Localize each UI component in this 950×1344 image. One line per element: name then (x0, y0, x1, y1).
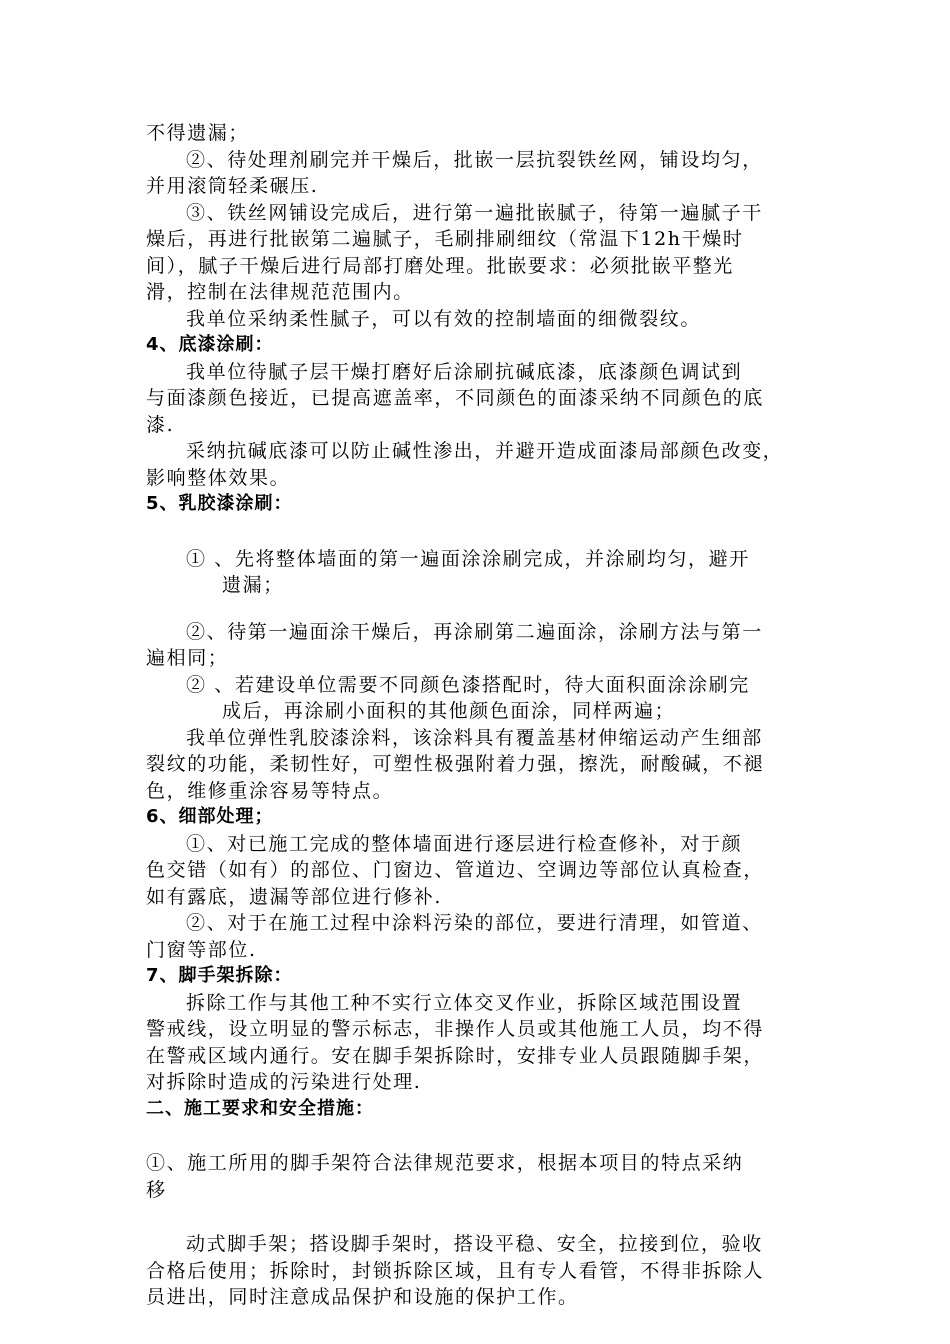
text-line: 不得遗漏； (146, 122, 250, 144)
text-line: 在警戒区域内通行。安在脚手架拆除时，安排专业人员跟随脚手架， (146, 1044, 765, 1067)
text-line: 动式脚手架；搭设脚手架时，搭设平稳、安全，拉接到位，验收 (186, 1233, 763, 1255)
text-line: 如有露底，遗漏等部位进行修补. (146, 885, 443, 908)
text-line: ①、对已施工完成的整体墙面进行逐层进行检查修补，对于颜 (186, 832, 743, 855)
text-line: 合格后使用；拆除时，封锁拆除区域，且有专人看管，不得非拆除人 (146, 1259, 765, 1282)
text-line: 遍相同； (146, 647, 229, 669)
section-heading: 二、施工要求和安全措施： (146, 1097, 374, 1119)
text-line: 与面漆颜色接近，已提高遮盖率，不同颜色的面漆采纳不同颜色的底 (146, 387, 765, 409)
text-line: 警戒线，设立明显的警示标志，非操作人员或其他施工人员，均不得 (146, 1018, 765, 1040)
text-line: 间），腻子干燥后进行局部打磨处理。批嵌要求：必须批嵌平整光 (146, 254, 734, 277)
text-line: 我单位待腻子层干燥打磨好后涂刷抗碱底漆，底漆颜色调试到 (186, 360, 743, 383)
text-line: 对拆除时造成的污染进行处理. (146, 1071, 422, 1093)
text-line: ②、待第一遍面涂干燥后，再涂刷第二遍面涂，涂刷方法与第一 (186, 620, 763, 643)
section-heading: 6、细部处理； (146, 806, 274, 827)
text-line: ②、待处理剂刷完并干燥后，批嵌一层抗裂铁丝网，铺设均匀， (186, 148, 763, 171)
text-line: 色，维修重涂容易等特点。 (146, 779, 394, 802)
text-line: 移 (146, 1178, 167, 1201)
text-line: 员进出，同时注意成品保护和设施的保护工作。 (146, 1286, 579, 1308)
section-heading: 5、乳胶漆涂刷： (146, 493, 293, 514)
text-line: ②、对于在施工过程中涂料污染的部位，要进行清理，如管道、 (186, 912, 763, 934)
text-line: 燥后，再进行批嵌第二遍腻子，毛刷排刷细纹（常温下12h干燥时 (146, 228, 744, 250)
text-line: 拆除工作与其他工种不实行立体交叉作业，拆除区域范围设置 (186, 991, 743, 1014)
text-line: 色交错（如有）的部位、门窗边、管道边、空调边等部位认真检查， (146, 859, 765, 881)
text-line: 成后，再涂刷小面积的其他颜色面涂，同样两遍； (222, 700, 676, 722)
section-heading: 4、底漆涂刷： (146, 334, 274, 355)
text-line: 我单位弹性乳胶漆涂料，该涂料具有覆盖基材伸缩运动产生细部 (186, 726, 763, 749)
text-line: 裂纹的功能，柔韧性好，可塑性极强附着力强，擦洗，耐酸碱，不褪 (146, 753, 765, 775)
text-line: 我单位采纳柔性腻子，可以有效的控制墙面的细微裂纹。 (186, 307, 702, 330)
text-line: ①、施工所用的脚手架符合法律规范要求，根据本项目的特点采纳 (146, 1152, 744, 1174)
text-line: 影响整体效果。 (146, 466, 291, 489)
text-line: 采纳抗碱底漆可以防止碱性渗出，并避开造成面漆局部颜色改变， (186, 440, 784, 462)
section-heading: 7、脚手架拆除： (146, 965, 293, 986)
text-line: ② 、若建设单位需要不同颜色漆搭配时，待大面积面涂涂刷完 (186, 673, 750, 696)
text-line: 滑，控制在法律规范范围内。 (146, 281, 414, 303)
document-page (146, 120, 811, 1311)
text-line: 遗漏； (222, 574, 284, 596)
text-line: ① 、先将整体墙面的第一遍面涂涂刷完成，并涂刷均匀，避开 (186, 547, 750, 570)
text-line: 并用滚筒轻柔碾压. (146, 175, 319, 197)
text-line: 门窗等部位. (146, 938, 257, 961)
text-line: ③、铁丝网铺设完成后，进行第一遍批嵌腻子，待第一遍腻子干 (186, 201, 763, 224)
text-line: 漆. (146, 413, 175, 436)
